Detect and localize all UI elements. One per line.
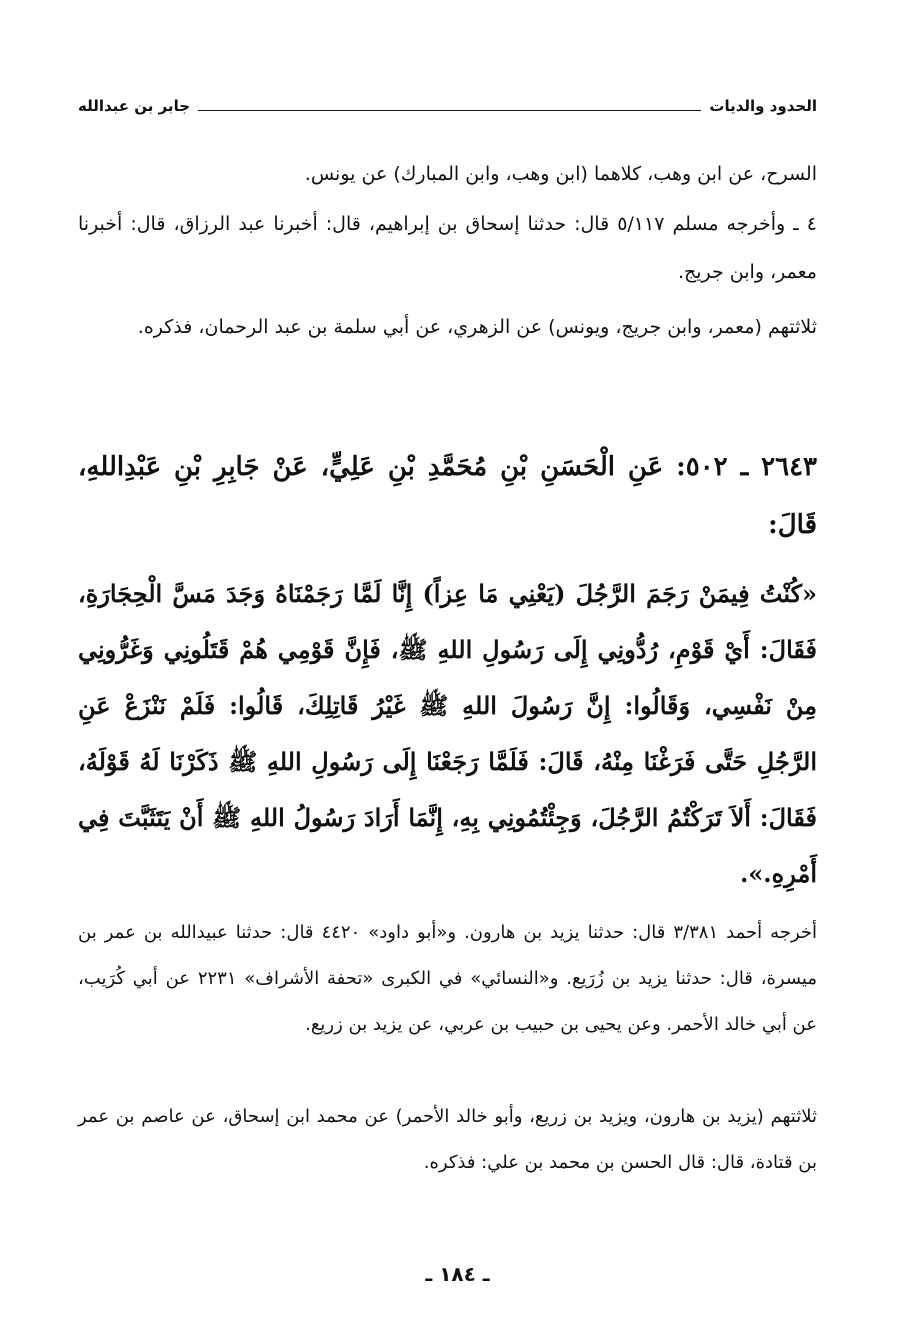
takhrij-summary-paragraph: ثلاثتهم (يزيد بن هارون، ويزيد بن زريع، وأبو خالد الأحمر) عن محمد ابن إسحاق، عن عاصم بن عمر بن قتادة، قال: قال الحسن بن محمد بن علي: فذكره. bbox=[78, 1106, 817, 1173]
header-chapter-title: جابر بن عبدالله bbox=[78, 97, 191, 115]
running-header bbox=[78, 94, 817, 118]
muslim-takhrij-paragraph: ٤ ـ وأخرجه مسلم ٥/١١٧ قال: حدثنا إسحاق بن إبراهيم، قال: أخبرنا عبد الرزاق، قال: أخبرنا معمر، وابن جريج. bbox=[78, 213, 817, 283]
hadith-text: «كُنْتُ فِيمَنْ رَجَمَ الرَّجُلَ (يَعْنِي مَا عِزاً) إِنَّا لَمَّا رَجَمْنَاهُ وَجَدَ مَسَّ الْحِجَارَةِ، فَقَالَ: أَيْ قَوْمِ، رُدُّونِي إِلَى رَسُولِ اللهِ ﷺ، فَإِنَّ قَوْمِي هُمْ قَتَلُونِي وَغَرُّونِي مِنْ نَفْسِي، وَقَالُوا: إِنَّ رَسُولَ اللهِ ﷺ غَيْرُ قَاتِلِكَ، قَالُوا: فَلَمْ نَنْزَعْ عَنِ الرَّجُلِ حَتَّى فَرَغْنَا مِنْهُ، قَالَ: فَلَمَّا رَجَعْنَا إِلَى رَسُولِ اللهِ ﷺ ذَكَرْنَا لَهُ قَوْلَهُ، فَقَالَ: أَلاَ تَرَكْتُمُ الرَّجُلَ، وَجِئْتُمُونِي بِهِ، إِنَّمَا أَرَادَ رَسُولُ اللهِ ﷺ أَنْ يَتَثَبَّتَ فِي أَمْرِهِ.». bbox=[78, 579, 817, 888]
page-number: ـ ١٨٤ ـ bbox=[425, 1262, 490, 1286]
header-rule bbox=[198, 110, 701, 111]
continuation-paragraph: السرح، عن ابن وهب، كلاهما (ابن وهب، وابن المبارك) عن يونس. bbox=[304, 163, 817, 185]
header-section-title: الحدود والديات bbox=[709, 97, 817, 115]
hadith-heading: ٢٦٤٣ ـ ٥٠٢: عَنِ الْحَسَنِ بْنِ مُحَمَّدِ بْنِ عَلِيٍّ، عَنْ جَابِرِ بْنِ عَبْدِاللهِ، قَالَ: bbox=[78, 452, 817, 540]
takhrij-paragraph: أخرجه أحمد ٣/٣٨١ قال: حدثنا يزيد بن هارون. و«أبو داود» ٤٤٢٠ قال: حدثنا عبيدالله بن عمر بن ميسرة، قال: حدثنا يزيد بن زُرَيع. و«النسائي» في الكبرى «تحفة الأشراف» ٢٢٣١ عن أبي كُرَيب، عن أبي خالد الأحمر. وعن يحيى بن حبيب بن عربي، عن يزيد بن زريع. bbox=[78, 922, 818, 1035]
narrators-summary-paragraph: ثلاثتهم (معمر، وابن جريج، ويونس) عن الزهري، عن أبي سلمة بن عبد الرحمان، فذكره. bbox=[137, 316, 817, 338]
